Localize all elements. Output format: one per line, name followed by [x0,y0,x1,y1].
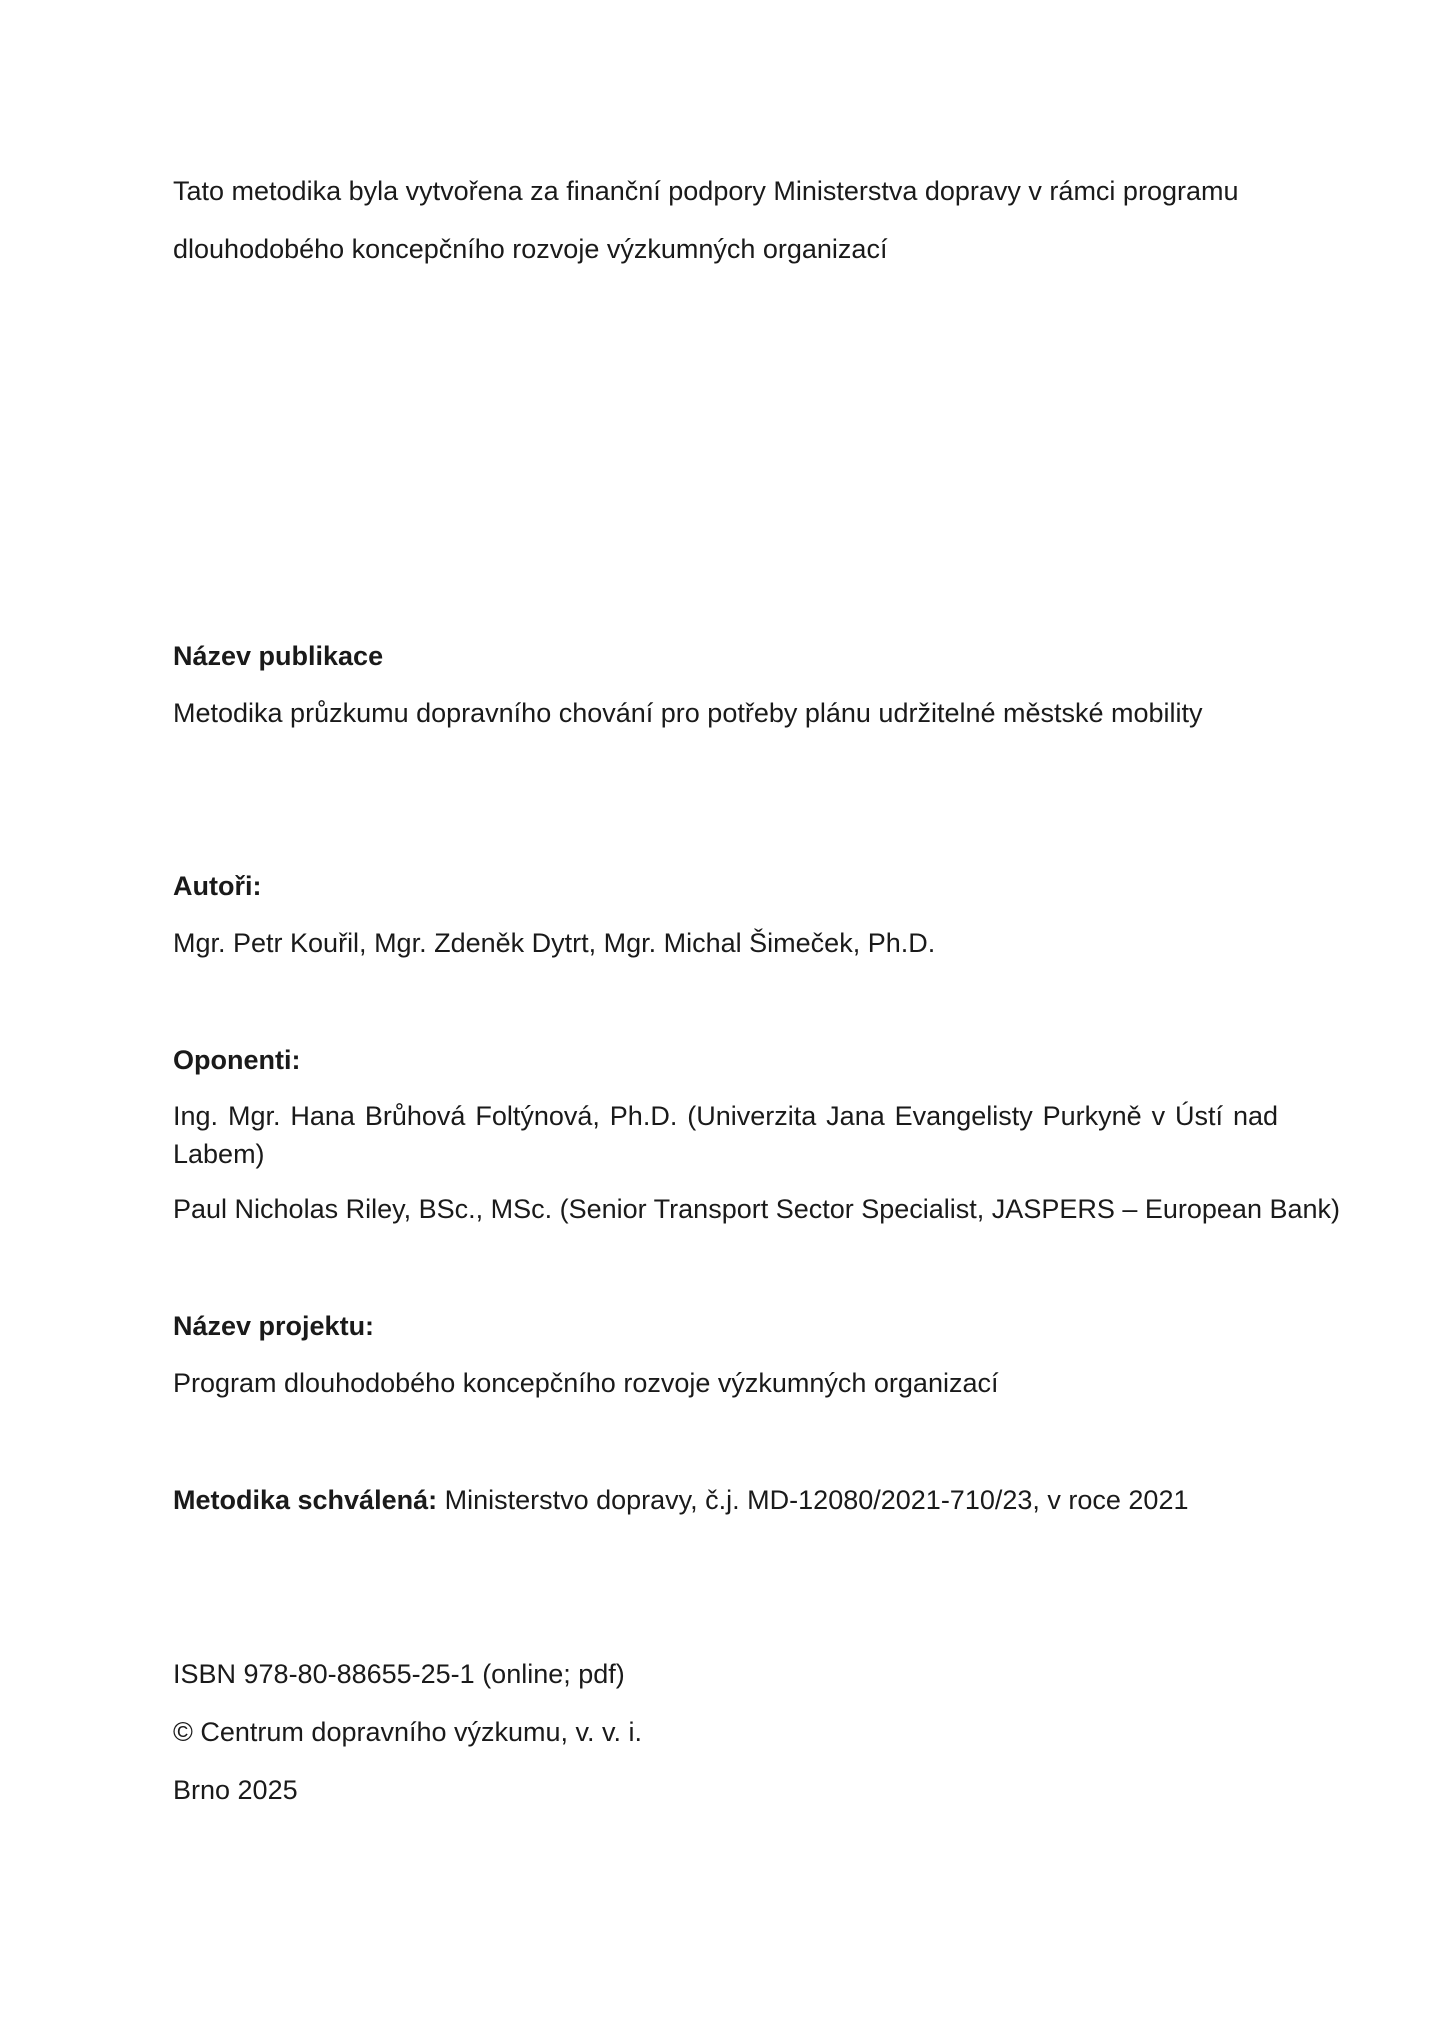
publication-title: Metodika průzkumu dopravního chování pro potřeby plánu udržitelné městské mobility [173,698,1203,728]
publication-heading: Název publikace [173,641,384,671]
project-name: Program dlouhodobého koncepčního rozvoje výzkumných organizací [173,1368,999,1398]
authors-names: Mgr. Petr Kouřil, Mgr. Zdeněk Dytrt, Mgr. Michal Šimeček, Ph.D. [173,928,936,958]
copyright: © Centrum dopravního výzkumu, v. v. i. [173,1717,643,1747]
approval-text: Ministerstvo dopravy, č.j. MD-12080/2021-710/23, v roce 2021 [437,1485,1189,1515]
isbn: ISBN 978-80-88655-25-1 (online; pdf) [173,1659,625,1689]
authors-heading: Autoři: [173,871,262,901]
funding-line-1: Tato metodika byla vytvořena za finanční podpory Ministerstva dopravy v rámci programu [173,176,1239,206]
place-year: Brno 2025 [173,1775,298,1805]
approval-line [173,1481,1188,1519]
approval-label: Metodika schválená: [173,1485,438,1515]
funding-line-2: dlouhodobého koncepčního rozvoje výzkumných organizací [173,234,888,264]
project-heading: Název projektu: [173,1311,375,1341]
opponents-heading: Oponenti: [173,1045,301,1075]
opponent-second: Paul Nicholas Riley, BSc., MSc. (Senior Transport Sector Specialist, JASPERS – European Bank) [173,1194,1340,1224]
opponent-first: Ing. Mgr. Hana Brůhová Foltýnová, Ph.D. (Univerzita Jana Evangelisty Purkyně v Ústí nad Labem) [173,1101,1278,1169]
